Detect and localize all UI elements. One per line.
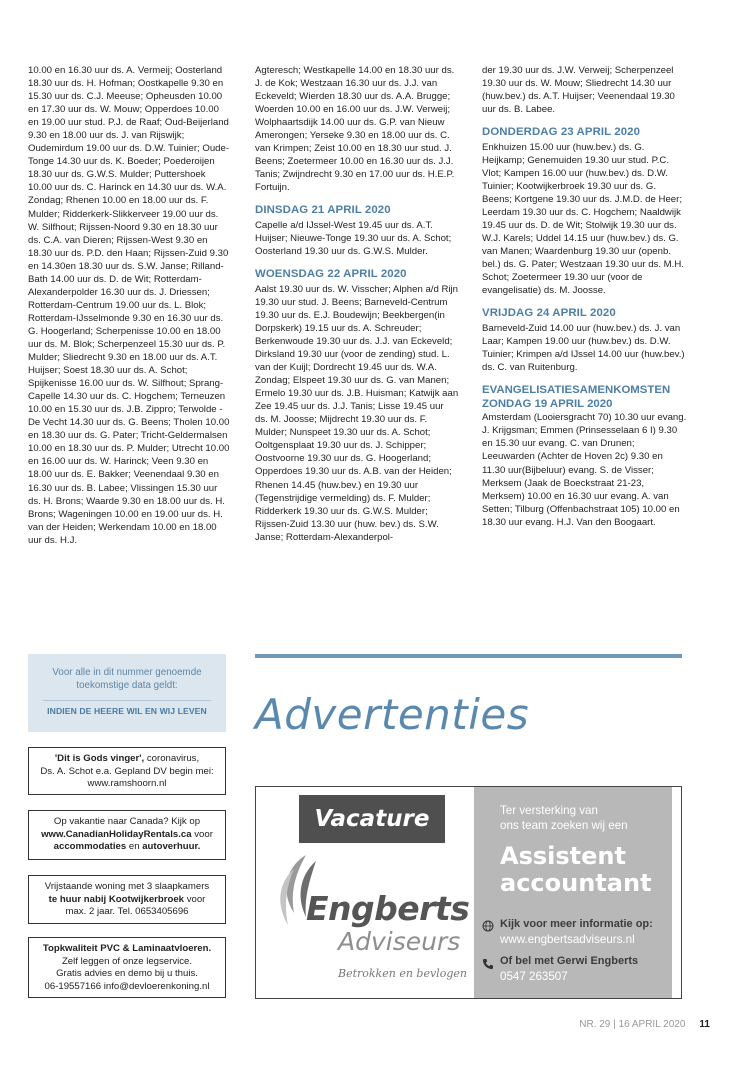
company-sub: Adviseurs	[338, 927, 461, 956]
column-1-text: 10.00 en 16.30 uur ds. A. Vermeij; Oosterland 18.30 uur ds. H. Hofman; Oostkapelle 9.30 en 15.30 uur ds. C.J. Meeuse; Opheusden 10.00 en 17.30 uur ds. W. Mouw; Opperdoes 10.00 en 19.00 uur stud. P.J. de Raaf; Oud-Beijerland 9.30 en 18.00 uur ds. J. van Rijswijk; Oudemirdum 19.00 uur ds. D.W. Tuinier; Oude-Tonge 14.30 uur ds. K. Boeder; Poederoijen 18.30 uur ds. G.W.S. Mulder; Puttershoek 10.00 uur ds. C. Harinck en 14.30 uur ds. W.A. Zondag; Rhenen 10.00 en 18.00 uur ds. F. Mulder; Ridderkerk-Slikkerveer 19.00 uur ds. W. Silfhout; Rijssen-Noord 9.30 en 18.30 uur ds. C.A. van Dieren; Rijssen-West 9.30 en 18.30 uur ds. P.D. den Haan; Rijssen-Zuid 9.30 en 14.30en 18.30 uur ds. S.W. Janse; Rilland-Bath 14.00 uur ds. D. de Wit; Rotterdam-Alexanderpolder 16.30 uur ds. J. Driessen; Rotterdam-Centrum 19.00 uur ds. L. Blok; Rotterdam-IJsselmonde 9.30 en 16.30 uur ds. G. Hoogerland; Scherpenisse 10.00 en 18.00 uur ds. M. Blok; Scherpenzeel 15.30 uur ds. P. Mulder; Sliedrecht 9.30 en 18.00 uur ds. A.T. Huijser; Soest 18.30 uur ds. A. Schot; Spijkenisse 16.00 uur ds. W. Silfhout; Sprang-Capelle 14.30 uur ds. C. Hogchem; Terneuzen 10.00 en 15.30 uur ds. J.B. Zippro; Terwolde - De Vecht 14.30 uur ds. G. Beens; Tholen 10.00 en 18.30 uur ds. G. Pater; Tricht-Geldermalsen 10.00 en 18.30 uur ds. P. Mulder; Utrecht 10.00 en 16.00 uur ds. W. Harinck; Veen 9.30 en 18.00 uur ds. E. Bakker; Veenendaal 9.30 en 16.30 uur ds. B. Labee; Vlissingen 15.30 uur ds. H. Brons; Waarde 9.30 en 18.00 uur ds. H. Brons; Wageningen 10.00 en 19.00 uur ds. H. van der Heiden; Werkendam 10.00 en 18.00 uur ds. H.J.	[28, 65, 230, 546]
notice-cta: INDIEN DE HEERE WIL EN WIJ LEVEN	[47, 706, 207, 716]
ad3-line3: max. 2 jaar. Tel. 0653405696	[65, 906, 189, 918]
small-ad-vloeren	[28, 937, 226, 998]
column-2	[255, 64, 459, 544]
vacancy-label: Vacature	[299, 795, 445, 843]
ad2-bold4: autoverhuur.	[142, 841, 201, 853]
ad3-text2: voor	[184, 893, 206, 905]
ad2-text3: en	[126, 841, 143, 853]
ad3-bold2: te huur nabij Kootwijkerbroek	[48, 893, 185, 905]
small-ad-ramshoorn	[28, 747, 226, 795]
small-ad-woning	[28, 875, 226, 924]
notice-box	[28, 654, 226, 732]
company-name: Engberts	[306, 889, 470, 928]
heading-donderdag: DONDERDAG 23 APRIL 2020	[482, 126, 641, 139]
evangelisatie-title: EVANGELISATIESAMENKOMSTEN	[482, 384, 671, 397]
vacancy-ad	[255, 786, 682, 999]
ad2-text2: voor	[191, 828, 213, 840]
vacancy-info-head: Kijk voor meer informatie op:	[500, 918, 653, 930]
ad2-link[interactable]: www.CanadianHolidayRentals.ca	[41, 828, 192, 840]
heading-woensdag: WOENSDAG 22 APRIL 2020	[255, 268, 407, 281]
notice-text: Voor alle in dit nummer genoemde toekomstige data geldt:	[52, 667, 202, 691]
company-tagline: Betrokken en bevlogen	[338, 967, 467, 980]
column-3	[482, 64, 687, 529]
advertenties-rule	[255, 654, 682, 658]
ad4-line3: Gratis advies en demo bij u thuis.	[56, 968, 198, 980]
vacancy-call-head: Of bel met Gerwi Engberts	[500, 955, 639, 967]
advertenties-title: Advertenties	[255, 690, 530, 739]
ad2-line1: Op vakantie naar Canada? Kijk op	[53, 816, 201, 827]
ad4-line2: Zelf leggen of onze legservice.	[61, 955, 193, 967]
dinsdag-text: Capelle a/d IJssel-West 19.45 uur ds. A.T. Huijser; Nieuwe-Tonge 19.30 uur ds. A. Schot; Oosterland 19.30 uur ds. G.W.S. Mulder.	[255, 220, 452, 258]
vacancy-role	[500, 843, 652, 897]
vacancy-intro	[500, 803, 628, 833]
small-ad-canada	[28, 810, 226, 860]
issue-info: NR. 29 | 16 APRIL 2020	[579, 1019, 686, 1030]
ad4-title: Topkwaliteit PVC & Laminaatvloeren.	[42, 943, 212, 954]
vrijdag-text: Barneveld-Zuid 14.00 uur (huw.bev.) ds. J. van Laar; Kampen 19.00 uur (huw.bev.) ds. D.W. Tuinier; Krimpen a/d IJssel 14.00 uur (huw.bev.) ds. C. van Ruitenburg.	[482, 322, 685, 374]
vacancy-role-line2: accountant	[500, 869, 652, 897]
evangelisatie-text: Amsterdam (Looiersgracht 70) 10.30 uur evang. J. Krijgsman; Emmen (Prinsesselaan 6 I) 9.30 en 15.30 uur evang. C. van Drunen; Leeuwarden (Achter de Hoven 2c) 9.30 en 11.30 uur(Bijbeluur) evang. S. de Visser; Merksem (Jaak de Boeckstraat 21-23, Merksem) 10.00 en 16.30 uur evang. A. van Setten; Tilburg (Offenbachstraat 105) 10.00 en 18.30 uur evang. H.J. Van den Boogaart.	[482, 412, 687, 528]
column-3-intro: der 19.30 uur ds. J.W. Verweij; Scherpenzeel 19.30 uur ds. W. Mouw; Sliedrecht 14.30 uur (huw.bev.) ds. A.T. Huijser; Veenendaal 19.30 uur ds. B. Labee.	[482, 65, 675, 116]
ad1-text: coronavirus,	[144, 753, 200, 764]
donderdag-text: Enkhuizen 15.00 uur (huw.bev.) ds. G. Heijkamp; Genemuiden 19.30 uur stud. P.C. Vlot; Kampen 16.00 uur (huw.bev.) ds. D.W. Tuinier; Kootwijkerbroek 19.30 uur ds. G. Beens; Kortgene 19.30 uur ds. J.M.D. de Heer; Leerdam 19.30 uur ds. C. Hogchem; Naaldwijk 19.45 uur ds. D. de Wit; Stolwijk 19.30 uur ds. W.J. Karels; Uddel 14.15 uur (huw.bev.) ds. G. van Manen; Waardenburg 19.30 uur (openb. bel.) ds. G. Pater; Westzaan 19.30 uur ds. M.H. Schot; Zoetermeer 19.30 uur (voor de evangelisatie) ds. M. Joosse.	[482, 141, 684, 297]
heading-evangelisatie	[482, 384, 687, 411]
notice-divider	[43, 700, 211, 701]
woensdag-text: Aalst 19.30 uur ds. W. Visscher; Alphen a/d Rijn 19.30 uur stud. J. Beens; Barneveld-Centrum 19.30 uur ds. E.J. Boudewijn; Beekbergen(in Dorpskerk) 19.15 uur ds. A. Schreuder; Berkenwoude 19.30 uur ds. J.J. van Eckeveld; Dirksland 19.30 uur (voor de zending) stud. L. van der Kuijl; Dordrecht 19.45 uur ds. W.A. Zondag; Elspeet 19.30 uur ds. G. van Manen; Ermelo 19.30 uur ds. J.B. Huisman; Katwijk aan Zee 19.45 uur ds. J.J. Tanis; Lisse 19.45 uur ds. M. Joosse; Mijdrecht 19.30 uur ds. F. Mulder; Nunspeet 19.30 uur ds. A. Schot; Ooltgensplaat 19.30 uur ds. J. Schipper; Oostvoorne 19.30 uur ds. G. Hoogerland; Opperdoes 19.30 uur ds. A.B. van der Heiden; Rhenen 14.45 (huw.bev.) en 19.30 uur (Tegenstrijdige vermelding) ds. F. Mulder; Ridderkerk 19.30 uur ds. G.W.S. Mulder; Rijssen-Zuid 13.30 uur (huw. bev.) ds. S.W. Janse; Rotterdam-Alexanderpol-	[255, 283, 459, 543]
vacancy-role-line1: Assistent	[500, 842, 626, 870]
heading-vrijdag: VRIJDAG 24 APRIL 2020	[482, 307, 616, 320]
ad1-link[interactable]: www.ramshoorn.nl	[87, 778, 167, 790]
page-footer	[579, 1019, 710, 1030]
heading-dinsdag: DINSDAG 21 APRIL 2020	[255, 204, 391, 217]
ad1-line2: Ds. A. Schot e.a. Gepland DV begin mei:	[40, 765, 214, 777]
column-1	[28, 64, 232, 547]
evangelisatie-date: ZONDAG 19 APRIL 2020	[482, 397, 613, 410]
vacancy-phone-number[interactable]: 0547 263507	[500, 970, 568, 983]
vacancy-intro-line2: ons team zoeken wij een	[500, 819, 628, 832]
phone-icon	[482, 958, 494, 970]
vacancy-intro-line1: Ter versterking van	[500, 804, 598, 817]
column-2-intro: Agteresch; Westkapelle 14.00 en 18.30 uur ds. J. de Kok; Westzaan 16.30 uur ds. J.J. van Eckeveld; Wierden 18.30 uur ds. A.A. Brugge; Woerden 10.00 en 16.00 uur ds. J.W. Verweij; Wolphaartsdijk 14.00 uur ds. G.P. van Nieuw Amerongen; Yerseke 9.30 en 18.00 uur ds. C. van Krimpen; Zeist 10.00 en 18.30 uur stud. J. Beens; Zoetermeer 10.00 en 16.30 uur ds. J.J. Tanis; Zwijndrecht 9.30 en 17.00 uur ds. H.E.P. Fortuijn.	[255, 65, 455, 194]
ad2-bold3: accommodaties	[53, 841, 127, 853]
vacancy-website-link[interactable]: www.engbertsadviseurs.nl	[500, 933, 635, 946]
page-number: 11	[699, 1019, 710, 1030]
ad4-line4: 06-19557166 info@devloerenkoning.nl	[44, 980, 210, 992]
ad3-line1: Vrijstaande woning met 3 slaapkamers	[44, 881, 210, 892]
ad1-title: 'Dit is Gods vinger',	[54, 753, 145, 764]
globe-icon	[482, 920, 494, 932]
vacancy-info-panel	[474, 787, 672, 998]
